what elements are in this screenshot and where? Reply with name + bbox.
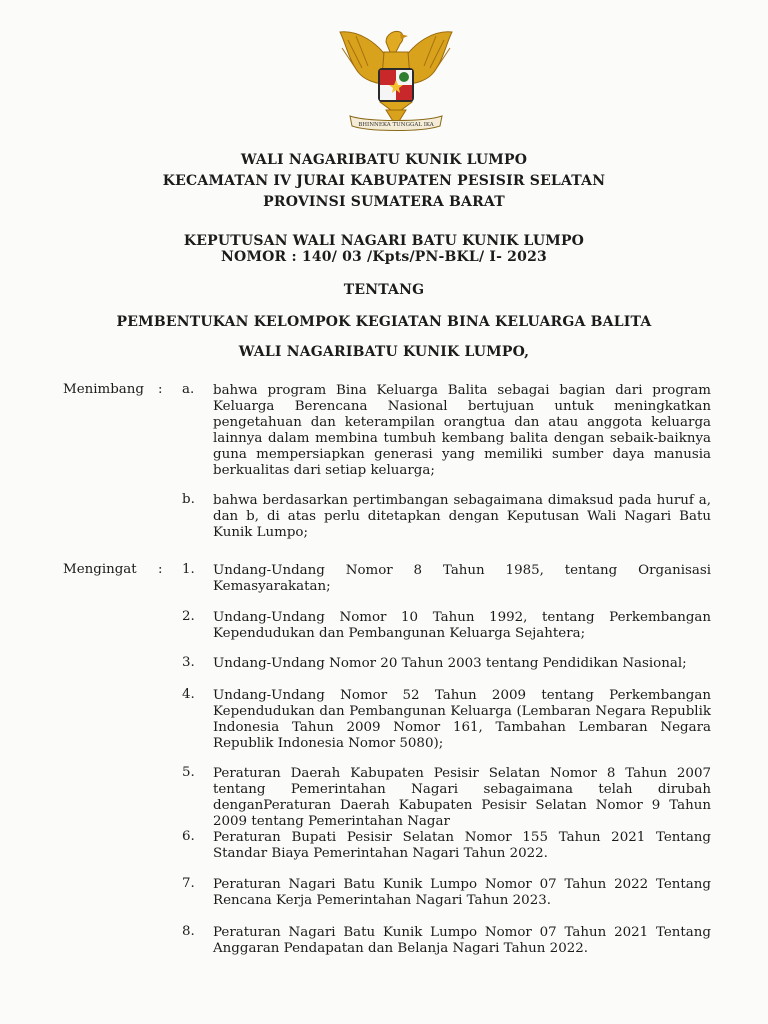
header-line-1: WALI NAGARIBATU KUNIK LUMPO (240, 152, 528, 168)
mengingat-marker: 7. (182, 876, 195, 891)
menimbang-marker: b. (182, 492, 195, 507)
menimbang-item-text: bahwa berdasarkan pertimbangan sebagaimana dimaksud pada huruf a, dan b, di atas perlu ditetapkan dengan Keputusan Wali Nagari Batu Kunik Lumpo; (213, 493, 711, 540)
mengingat-label: Mengingat (63, 562, 137, 577)
decree-title: KEPUTUSAN WALI NAGARI BATU KUNIK LUMPO (183, 233, 585, 249)
mengingat-item-text: Peraturan Bupati Pesisir Selatan Nomor 155 Tahun 2021 Tentang Standar Biaya Pemerintahan Nagari Tahun 2022. (213, 830, 711, 861)
decree-subject: PEMBENTUKAN KELOMPOK KEGIATAN BINA KELUARGA BALITA (116, 314, 652, 330)
mengingat-item-text: Undang-Undang Nomor 8 Tahun 1985, tentang Organisasi Kemasyarakatan; (213, 563, 711, 594)
menimbang-colon: : (158, 382, 163, 397)
menimbang-marker: a. (182, 382, 195, 397)
mengingat-marker: 6. (182, 829, 195, 844)
menimbang-label: Menimbang (63, 382, 144, 397)
garuda-emblem-icon (328, 22, 464, 142)
mengingat-marker: 5. (182, 765, 195, 780)
mengingat-item-text: Peraturan Daerah Kabupaten Pesisir Selatan Nomor 8 Tahun 2007 tentang Pemerintahan Nagari sebagaimana telah dirubah denganPeraturan Daerah Kabupaten Pesisir Selatan Nomor 9 Tahun 2009 tentang Pemerintahan Nagar (213, 766, 711, 829)
mengingat-marker: 2. (182, 609, 195, 624)
header-line-2: KECAMATAN IV JURAI KABUPATEN PESISIR SELATAN (162, 173, 606, 189)
mengingat-item-text: Peraturan Nagari Batu Kunik Lumpo Nomor 07 Tahun 2021 Tentang Anggaran Pendapatan dan Belanja Nagari Tahun 2022. (213, 925, 711, 956)
mengingat-marker: 1. (182, 562, 195, 577)
mengingat-item-text: Peraturan Nagari Batu Kunik Lumpo Nomor 07 Tahun 2022 Tentang Rencana Kerja Pemerintahan Nagari Tahun 2023. (213, 877, 711, 908)
decree-number: NOMOR : 140/ 03 /Kpts/PN-BKL/ I- 2023 (221, 249, 547, 265)
menimbang-item-text: bahwa program Bina Keluarga Balita sebagai bagian dari program Keluarga Berencana Nasional bertujuan untuk meningkatkan pengetahuan dan keterampilan orangtua dan atau anggota keluarga lainnya dalam membina tumbuh kembang balita dengan sebaik-baiknya guna mempersiapkan generasi yang memiliki sumber daya manusia berkualitas dari setiap keluarga; (213, 383, 711, 478)
mengingat-marker: 4. (182, 687, 195, 702)
mengingat-marker: 8. (182, 924, 195, 939)
mengingat-item-text: Undang-Undang Nomor 52 Tahun 2009 tentang Perkembangan Kependudukan dan Pembangunan Keluarga (Lembaran Negara Republik Indonesia Tahun 2009 Nomor 161, Tambahan Lembaran Negara Republik Indonesia Nomor 5080); (213, 688, 711, 751)
mengingat-item-text: Undang-Undang Nomor 20 Tahun 2003 tentang Pendidikan Nasional; (213, 656, 687, 671)
header-line-3: PROVINSI SUMATERA BARAT (263, 194, 505, 210)
mengingat-colon: : (158, 562, 163, 577)
about-heading: TENTANG (343, 282, 425, 298)
mengingat-item-text: Undang-Undang Nomor 10 Tahun 1992, tentang Perkembangan Kependudukan dan Pembangunan Keluarga Sejahtera; (213, 610, 711, 641)
issuer-heading: WALI NAGARIBATU KUNIK LUMPO, (238, 344, 530, 360)
emblem-motto: BHINNEKA TUNGGAL IKA (358, 122, 434, 128)
mengingat-marker: 3. (182, 655, 195, 670)
